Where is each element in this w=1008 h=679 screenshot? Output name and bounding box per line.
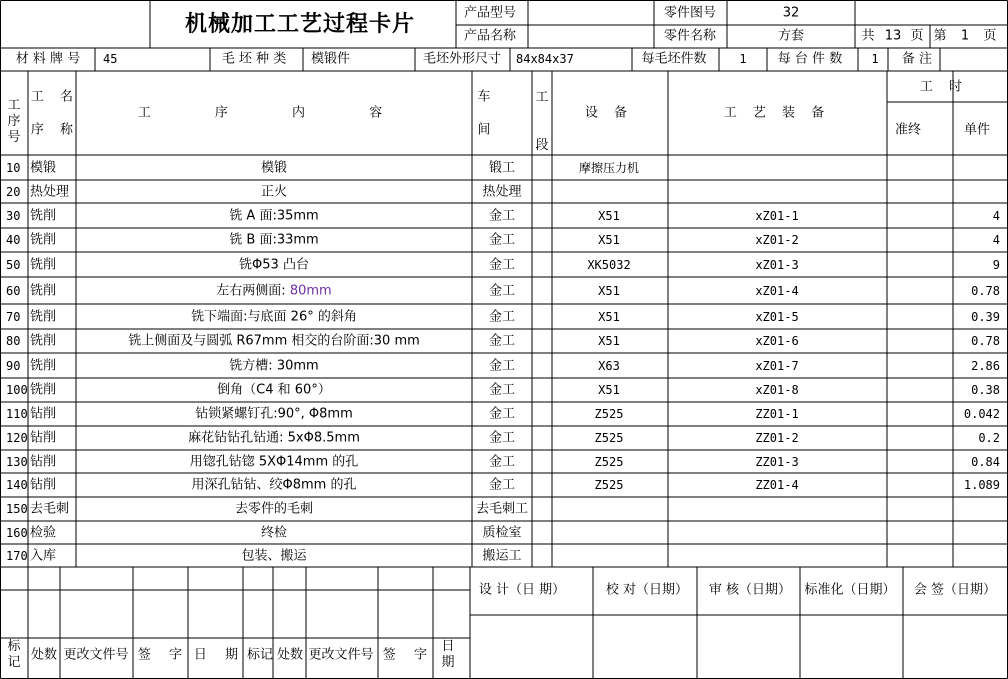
op-equipment: X51 [598,283,620,298]
op-unit-time: 0.84 [971,454,1000,469]
col-unit: 单件 [963,122,991,138]
op-content: 铣 A 面:35mm [229,208,319,223]
material-brand-value[interactable]: 45 [103,52,118,66]
design-date-label: 设 计（日 期） [478,582,566,598]
op-workshop: 金工 [488,358,516,373]
op-content: 铣下端面:与底面 26° 的斜角 [191,309,357,324]
change-mark-label-2: 标记 [246,647,274,663]
op-unit-time: 1.089 [963,478,1000,492]
blank-type-label: 毛 坯 种 类 [221,51,287,67]
material-brand-label: 材 料 牌 号 [15,51,81,67]
op-workshop: 金工 [488,232,516,248]
op-equipment: X51 [598,334,620,348]
op-workshop: 金工 [488,333,516,349]
op-unit-time: 0.39 [971,309,1000,324]
col-proc-name: 工 名 [30,89,80,105]
op-seq-no: 80 [6,334,21,348]
op-equipment: XK5032 [587,257,631,272]
op-workshop: 金工 [488,382,516,398]
op-unit-time: 0.78 [971,334,1000,348]
op-name: 铣削 [30,309,57,324]
op-workshop: 金工 [488,208,516,223]
op-seq-no: 70 [6,309,21,324]
total-page-unit: 页 [910,28,924,44]
op-content: 用深孔钻钻、绞Φ8mm 的孔 [191,477,357,493]
op-workshop: 金工 [488,477,516,493]
col-prep: 准终 [894,122,922,138]
op-name: 钻削 [30,406,57,422]
op-seq-no: 50 [6,257,21,272]
blank-type-value[interactable]: 模锻件 [311,51,351,67]
op-content: 倒角（C4 和 60°） [217,382,331,398]
op-unit-time: 0.78 [971,283,1000,298]
op-content [216,284,331,297]
op-tooling: xZ01-7 [755,358,799,373]
op-workshop: 金工 [488,309,516,324]
op-name: 铣削 [30,257,57,272]
op-seq-no: 140 [6,478,28,492]
product-model-label: 产品型号 [464,5,517,21]
blank-size-value[interactable]: 84x84x37 [516,52,574,66]
standardize-date-label: 标准化（日期） [804,582,896,598]
op-tooling: ZZ01-4 [755,478,799,492]
change-date-label: 日 期 [193,647,239,663]
op-seq-no: 120 [6,431,28,445]
op-workshop: 金工 [488,283,516,298]
op-name: 铣削 [30,333,57,349]
op-equipment: X63 [598,358,620,373]
op-equipment: Z525 [594,454,624,469]
op-tooling: xZ01-8 [755,383,799,397]
op-content: 用锪孔钻锪 5XΦ14mm 的孔 [189,454,359,469]
op-tooling: ZZ01-3 [755,454,799,469]
op-equipment: X51 [598,309,620,324]
op-name: 铣削 [30,232,57,248]
op-workshop: 金工 [488,454,516,469]
op-content-dimension: 80mm [285,283,332,298]
op-equipment: 摩擦压力机 [578,160,640,175]
op-workshop: 锻工 [488,160,516,175]
col-seq-no: 工序号 [7,98,21,145]
op-unit-time: 0.042 [963,407,1000,421]
op-content: 铣上侧面及与圆弧 R67mm 相交的台阶面:30 mm [128,333,420,349]
per-unit-label: 每 台 件 数 [777,51,843,67]
op-name: 检验 [30,525,57,540]
op-workshop: 金工 [488,257,516,272]
remarks-label: 备 注 [901,51,933,67]
part-drawing-no-value[interactable]: 32 [782,5,800,21]
op-tooling: xZ01-6 [755,334,799,348]
op-unit-time: 0.2 [978,431,1000,445]
change-mark-label: 标记 [7,639,21,670]
per-unit-value[interactable]: 1 [871,52,879,66]
part-name-value[interactable]: 方套 [777,28,805,44]
op-name: 铣削 [30,283,57,298]
change-sign-label: 签 字 [137,647,183,663]
total-label: 共 [861,28,875,44]
op-unit-time: 0.38 [971,383,1000,397]
op-equipment: X51 [598,208,620,223]
col-hours: 工 时 [919,79,969,95]
op-content: 包装、搬运 [241,548,307,563]
change-doc-label-2: 更改文件号 [308,647,374,663]
op-seq-no: 20 [6,184,21,199]
op-unit-time: 4 [992,233,1000,247]
change-doc-label: 更改文件号 [63,647,129,663]
per-blank-value[interactable]: 1 [739,52,747,66]
op-equipment: Z525 [594,478,624,492]
op-name: 入库 [30,548,57,563]
op-unit-time: 2.86 [971,358,1000,373]
countersign-date-label: 会 签（日期） [913,582,997,598]
op-workshop: 金工 [488,430,516,446]
op-workshop: 搬运工 [482,548,522,563]
op-name: 模锻 [30,160,57,175]
op-tooling: xZ01-1 [755,208,799,223]
col-tooling: 工 艺 装 备 [723,105,831,121]
op-name: 钻削 [30,477,57,493]
op-name: 钻削 [30,454,57,469]
change-count-label-2: 处数 [276,647,304,663]
part-name-label: 零件名称 [663,28,717,44]
op-workshop: 金工 [488,406,516,422]
op-content-text: 左右两侧面: [216,283,286,298]
part-drawing-no-label: 零件图号 [663,5,717,21]
op-seq-no: 30 [6,208,21,223]
op-content: 去零件的毛刺 [234,501,314,517]
op-tooling: xZ01-2 [755,233,799,247]
op-content: 终检 [260,525,288,540]
op-workshop: 热处理 [482,184,522,199]
op-name: 去毛刺 [30,501,70,517]
op-equipment: X51 [598,233,620,247]
op-content: 麻花钻钻孔钻通: 5xΦ8.5mm [188,430,360,446]
op-name: 铣削 [30,382,57,398]
op-seq-no: 160 [6,525,28,540]
op-seq-no: 170 [6,548,28,563]
op-content: 铣 B 面:33mm [229,232,319,248]
op-tooling: xZ01-3 [755,257,799,272]
op-seq-no: 100 [6,383,28,397]
op-seq-no: 10 [6,160,21,175]
op-content: 铣Φ53 凸台 [239,257,309,272]
total-pages: 13 [884,28,902,44]
op-name: 铣削 [30,208,57,223]
col-content: 工 序 内 容 [137,105,383,121]
current-page: 1 [960,28,970,44]
change-date-label-2: 日期 [441,639,455,670]
op-tooling: xZ01-4 [755,283,799,298]
op-name: 铣削 [30,358,57,373]
op-seq-no: 60 [6,283,21,298]
op-seq-no: 110 [6,407,28,421]
op-seq-no: 90 [6,358,21,373]
op-workshop: 去毛刺工 [475,501,529,517]
op-workshop: 质检室 [482,525,522,540]
product-name-label: 产品名称 [464,28,517,44]
op-content: 正火 [260,184,288,199]
op-seq-no: 150 [6,502,28,516]
check-date-label: 校 对（日期） [605,582,689,598]
col-workshop-2: 间 [477,122,491,138]
op-name: 钻削 [30,430,57,446]
op-equipment: Z525 [594,407,624,421]
col-equipment: 设 备 [584,105,634,121]
change-count-label: 处数 [30,647,58,663]
col-proc-name-2: 序 称 [30,122,80,138]
op-seq-no: 40 [6,233,21,247]
op-equipment: X51 [598,383,620,397]
blank-size-label: 毛坯外形尺寸 [422,51,502,67]
op-content: 钻锁紧螺钉孔:90°, Φ8mm [195,406,353,422]
op-tooling: ZZ01-1 [755,407,799,421]
op-unit-time: 9 [992,257,1000,272]
op-name: 热处理 [30,184,70,199]
current-label: 第 [933,28,947,44]
op-tooling: xZ01-5 [755,309,799,324]
page-title: 机械加工工艺过程卡片 [184,11,416,37]
op-content: 铣方槽: 30mm [229,358,319,373]
col-section: 工段 [535,90,549,153]
review-date-label: 审 核（日期） [708,582,792,598]
op-equipment: Z525 [594,431,624,445]
current-page-unit: 页 [983,28,997,44]
col-workshop: 车 [477,89,491,105]
op-seq-no: 130 [6,454,28,469]
change-sign-label-2: 签 字 [382,647,428,663]
op-tooling: ZZ01-2 [755,431,799,445]
per-blank-label: 每毛坯件数 [641,51,707,67]
op-content: 模锻 [260,160,288,175]
op-unit-time: 4 [992,208,1000,223]
